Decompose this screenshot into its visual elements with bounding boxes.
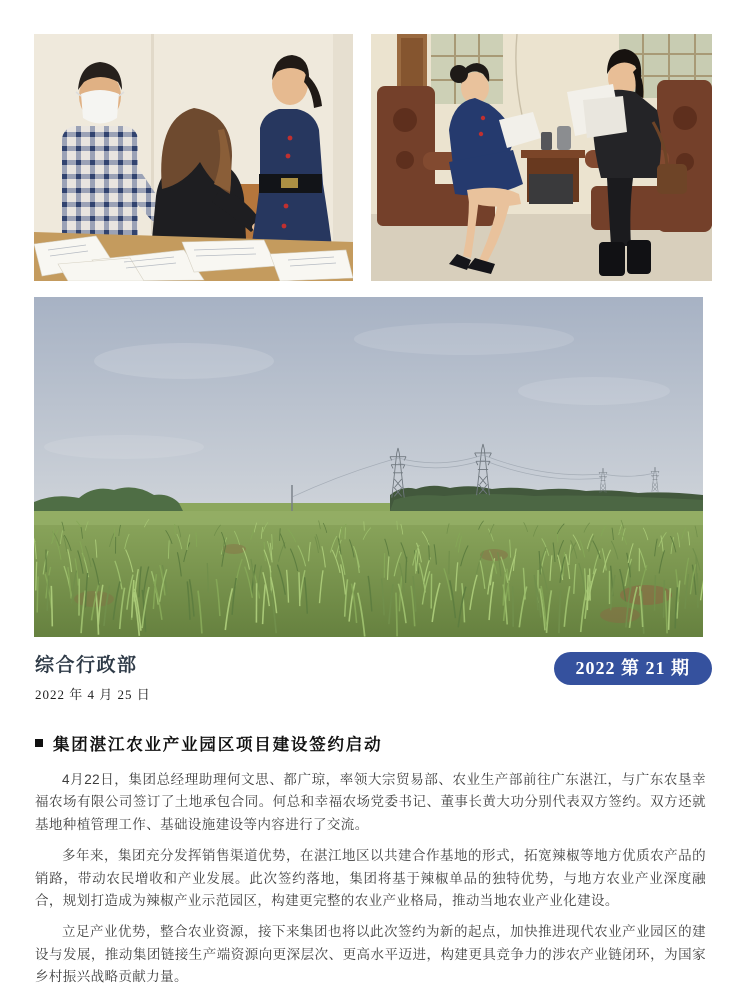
handbag	[657, 164, 687, 194]
issue-badge: 2022 第 21 期	[554, 652, 713, 685]
square-bullet-icon	[35, 739, 43, 747]
issue-date: 2022 年 4 月 25 日	[35, 687, 151, 702]
face-mask	[81, 90, 119, 124]
meta-row	[35, 650, 712, 703]
boot	[599, 242, 625, 276]
article-title	[35, 731, 706, 755]
photo-farmland-field	[34, 297, 703, 637]
article-paragraph-1: 4月22日，集团总经理助理何文思、都广琼，率领大宗贸易部、农业生产部前往广东湛江，与广东农垦幸福农场有限公司签订了土地承包合同。何总和幸福农场党委书记、董事长黄大功分别代表双方签约。双方还就基地种植管理工作、基础设施建设等内容进行了交流。	[35, 772, 706, 832]
boot	[627, 240, 651, 274]
photo-document-review	[371, 34, 712, 281]
department-name: 综合行政部	[35, 655, 138, 676]
photo-signing-ceremony	[34, 34, 353, 281]
document-paper	[583, 96, 627, 138]
article-paragraph-2: 多年来，集团充分发挥销售渠道优势，在湛江地区以共建合作基地的形式，拓宽辣椒等地方优质农产品的销路，带动农民增收和产业发展。此次签约落地，集团将基于辣椒单品的独特优势，与地方农业产业深度融合，规划打造成为辣椒产业示范园区，构建更完整的农业产业格局，推动当地农业产业化建设。	[35, 848, 706, 909]
cup	[541, 132, 552, 150]
hair-bun	[450, 65, 468, 83]
article	[35, 731, 706, 998]
photo-row	[34, 34, 712, 281]
article-title-text: 集团湛江农业产业园区项目建设签约启动	[53, 736, 383, 754]
article-paragraph-3: 立足产业优势，整合农业资源，接下来集团也将以此次签约为新的起点，加快推进现代农业产业园区的建设与发展，推动集团链接生产端资源向更深层次、更高水平迈进，构建更具竞争力的涉农产业链闭环，为国家乡村振兴战略贡献力量。	[35, 924, 706, 985]
